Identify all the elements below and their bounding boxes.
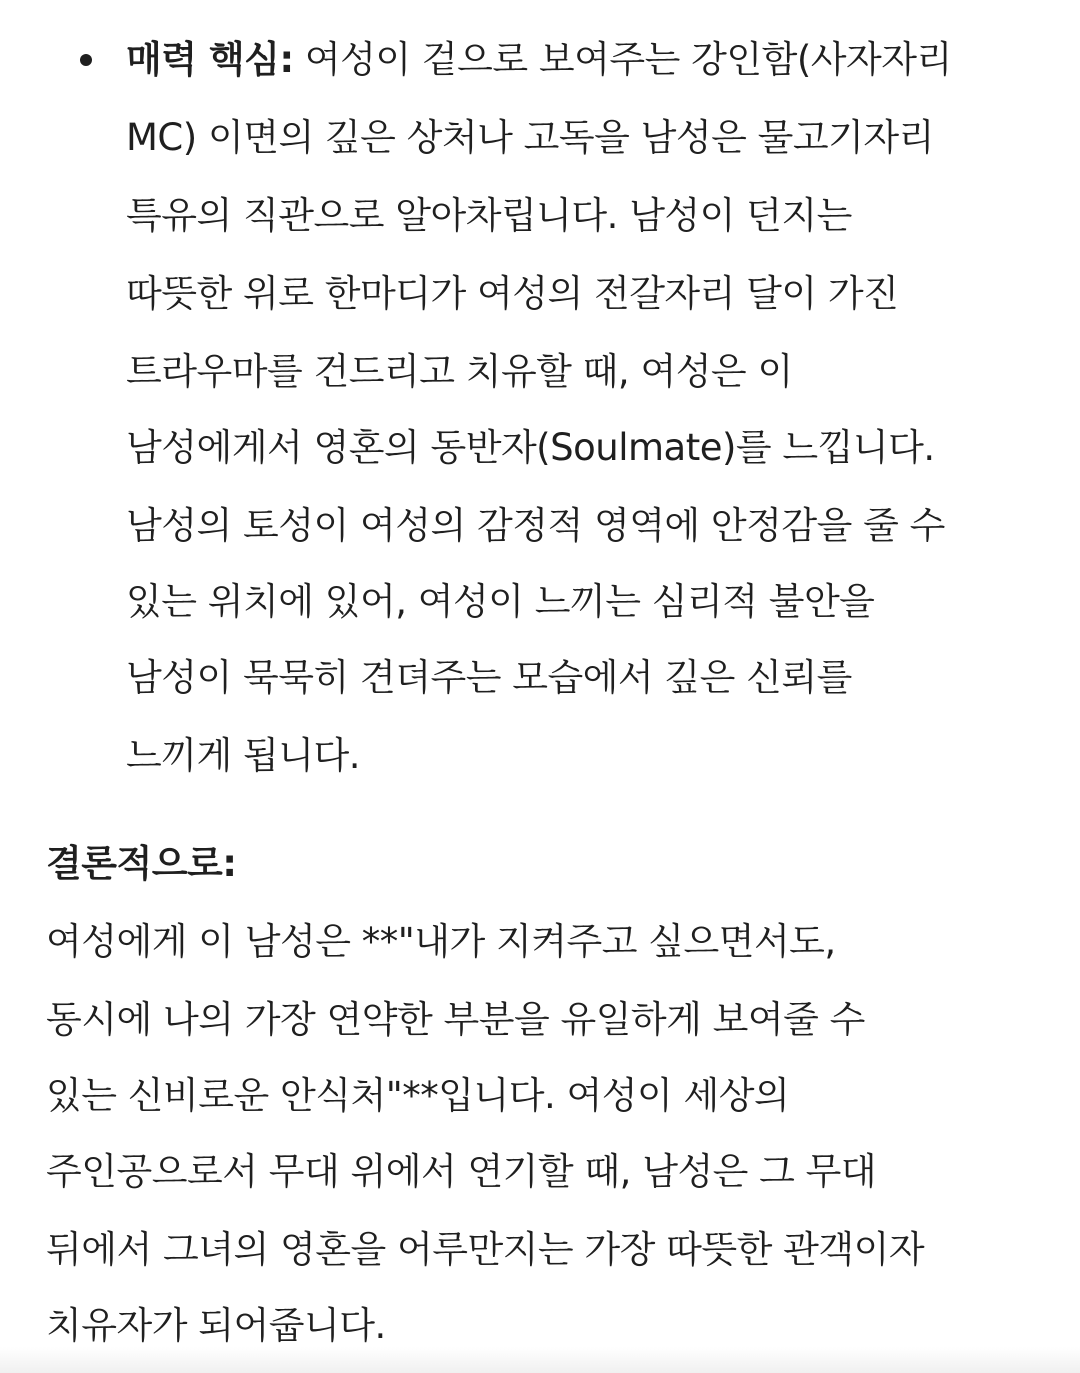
bullet-line-7: 남성의 토성이 여성의 감정적 영역에 안정감을 줄 수 xyxy=(126,504,945,547)
scroll-fade-edge xyxy=(0,1347,1080,1373)
bullet-line-3: 특유의 직관으로 알아차립니다. 남성이 던지는 xyxy=(126,194,852,237)
conclusion-line-3: 있는 신비로운 안식처"**입니다. 여성이 세상의 xyxy=(46,1074,790,1117)
bullet-line-1 xyxy=(126,36,952,84)
conclusion-line-2: 동시에 나의 가장 연약한 부분을 유일하게 보여줄 수 xyxy=(46,998,865,1041)
bullet-line-8: 있는 위치에 있어, 여성이 느끼는 심리적 불안을 xyxy=(126,580,875,623)
bullet-line-2: MC) 이면의 깊은 상처나 고독을 남성은 물고기자리 xyxy=(126,116,934,159)
conclusion-line-6: 치유자가 되어줍니다. xyxy=(46,1304,386,1347)
bullet-line-10: 느끼게 됩니다. xyxy=(126,734,360,777)
conclusion-heading: 결론적으로: xyxy=(46,842,237,885)
conclusion-line-4: 주인공으로서 무대 위에서 연기할 때, 남성은 그 무대 xyxy=(46,1150,877,1193)
bullet-label: 매력 핵심: xyxy=(126,38,294,81)
bullet-line-5: 트라우마를 건드리고 치유할 때, 여성은 이 xyxy=(126,350,793,393)
bullet-point-icon xyxy=(80,54,92,66)
conclusion-line-5: 뒤에서 그녀의 영혼을 어루만지는 가장 따뜻한 관객이자 xyxy=(46,1228,925,1271)
bullet-line-4: 따뜻한 위로 한마디가 여성의 전갈자리 달이 가진 xyxy=(126,272,899,315)
bullet-line-6: 남성에게서 영혼의 동반자(Soulmate)를 느낍니다. xyxy=(126,426,935,469)
conclusion-line-1: 여성에게 이 남성은 **"내가 지켜주고 싶으면서도, xyxy=(46,920,836,963)
bullet-text: 여성이 겉으로 보여주는 강인함(사자자리 xyxy=(293,38,952,81)
bullet-line-9: 남성이 묵묵히 견뎌주는 모습에서 깊은 신뢰를 xyxy=(126,656,852,699)
